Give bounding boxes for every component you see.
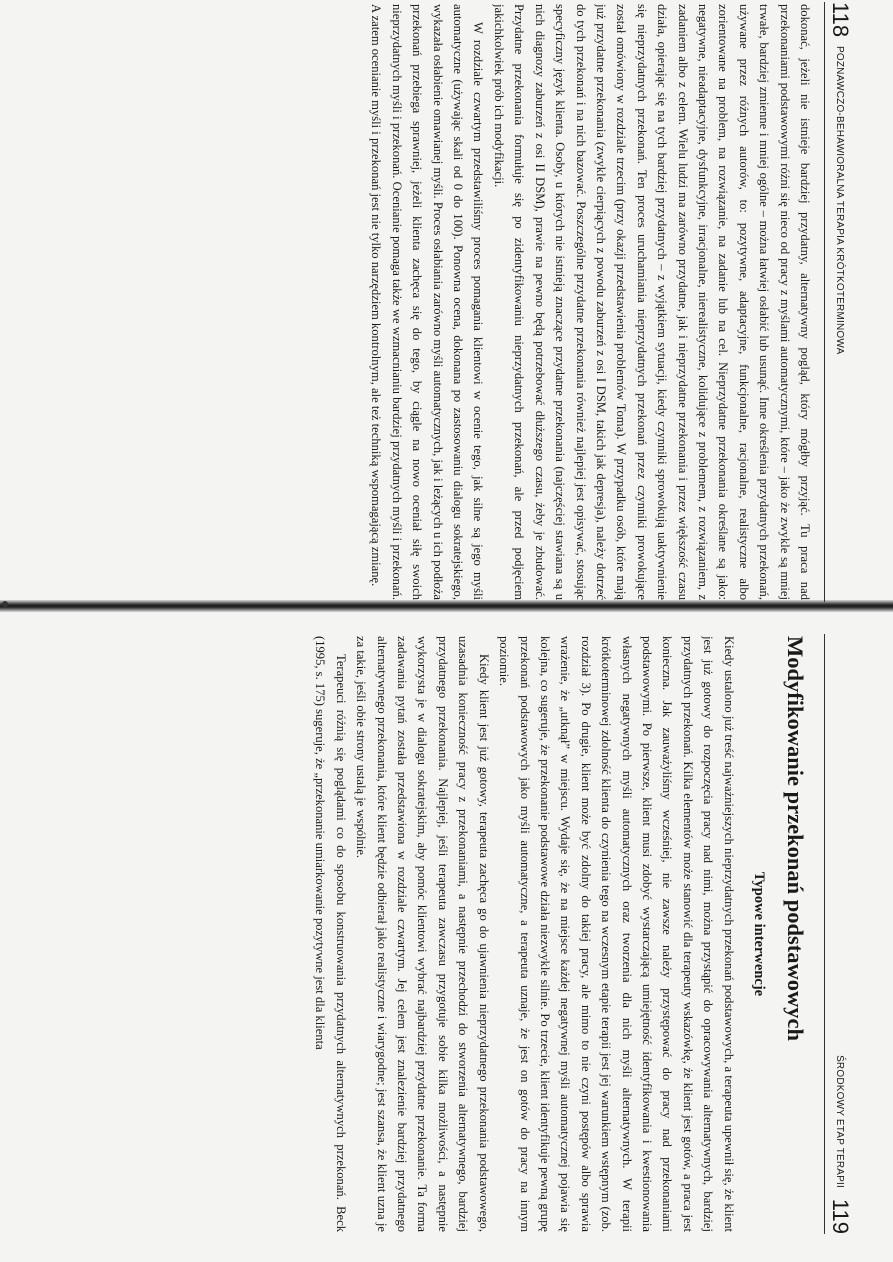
running-head xyxy=(824,634,855,1234)
page-number: 118 xyxy=(828,2,853,38)
running-head-title: ŚRODKOWY ETAP TERAPII xyxy=(834,1055,845,1188)
page-body xyxy=(53,4,815,600)
left-page xyxy=(45,2,855,602)
running-head-title: POZNAWCZO-BEHAWIORALNA TERAPIA KRÓTKOTERMINOWA xyxy=(834,46,845,355)
paragraph: W rozdziale czwartym przedstawiliśmy proces pomagania klientowi w ocenie tego, jak silne są jego myśli automatyczne (używając skali od 0 do 100). Ponowna ocena, dokonana po zastosowaniu dialogu sokratejskiego, wykazała osłabienie omawianej myśli. Proces osłabiania zarówno myśli automatycznych, jak i leżących u ich podłoża przekonań przebiega sprawniej, jeżeli klienta zachęca się do tego, by ciągle na nowo oceniał siłę swoich nieprzydatnych myśli i przekonań. Ocenianie pomaga także we wzmacnianiu bardziej przydatnych myśli i przekonań. A zatem ocenianie myśli i przekonań jest nie tylko narzędziem kontrolnym, ale też techniką wspomagającą zmianę. xyxy=(369,4,486,600)
chapter-title: Modyfikowanie przekonań podstawowych xyxy=(783,636,808,1042)
paragraph: dokonać, jeżeli nie istnieje bardziej przydatny, alternatywny pogląd, który mógłby przyjąć. Tu praca nad przekonaniami podstawowymi różni się nieco od pracy z myślami automatycznymi, które – jako że zwykle są mniej trwałe, bardziej zmienne i mniej ogólne – można łatwiej osłabić lub usunąć. Inne określenia przydatnych przekonań, używane przez różnych autorów, to: pozytywne, adaptacyjne, funkcjonalne, racjonalne, realistyczne albo zorientowane na problem, na rozwiązanie, na zadanie lub na cel. Nieprzydatne przekonania określane są jako: negatywne, nieadaptacyjne, dysfunkcyjne, irracjonalne, nierealistyczne, kolidujące z problemem, z rozwiązaniem, z zadaniem albo z celem. Wielu ludzi ma zarówno przydatne, jak i nieprzydatne przekonania i przez większość czasu działa, opierając się na tych bardziej przydatnych – z wyjątkiem sytuacji, kiedy czynniki sprowokują uaktywnienie się nieprzydatnych przekonań. Ten proces uruchamiania nieprzydatnych przekonań przez czynniki prowokujące został omówiony w rozdziale trzecim (przy okazji przedstawienia problemów Toma). W przypadku osób, które mają już przydatne przekonania (zwykle cierpiących z powodu zaburzeń z osi I DSM, takich jak depresja), należy dotrzeć do tych przekonań i na nich bazować. Poszczególne przydatne przekonania również najlepiej jest opisywać, stosując specyficzny język klienta. Osoby, u których nie istnieją znaczące przydatne przekonania (najczęściej stawiana są u nich diagnozy zaburzeń z osi II DSM), prawie na pewno będą potrzebować dłuższego czasu, żeby je zbudować. Przydatne przekonania formułuje się po zidentyfikowaniu nieprzydatnych przekonań, ale przed podjęciem jakichkolwiek prób ich modyfikacji. xyxy=(491,4,812,600)
paragraph: Kiedy klient jest już gotowy, terapeuta zachęca go do ujawnienia nieprzydatnego przekonania podstawowego, uzasadnia konieczność pracy z przekonaniami, a następnie przechodzi do stworzenia alternatywnego, bardziej przydatnego przekonania. Najlepiej, jeśli terapeuta zawczasu przygotuje sobie kilka możliwości, a następnie wykorzysta je w dialogu sokratejskim, aby pomóc klientowi wybrać najbardziej przydatne przekonanie. Ta forma zadawania pytań została przedstawiona w rozdziale czwartym. Jej celem jest znalezienie bardziej przydatnego alternatywnego przekonania, które klient będzie odbierał jako realistyczne i wiarygodne; jest szansa, że klient uzna je za takie, jeśli obie strony ustalą je wspólnie. xyxy=(354,636,491,1232)
scan-speck xyxy=(2,601,8,607)
paragraph: Kiedy ustalono już treść najważniejszych nieprzydatnych przekonań podstawowych, a terapeuta upewnił się, że klient jest już gotowy do rozpoczęcia pracy nad nimi, można przystąpić do opracowywania alternatywnych, bardziej przydatnych przekonań. Kilka elementów może stanowić dla terapeuty wskazówkę, że klient jest gotów, a praca jest konieczna. Jak zauważyliśmy wcześniej, nie zawsze należy przystępować do pracy nad przekonaniami podstawowymi. Po pierwsze, klient musi zdobyć wystarczającą umiejętność identyfikowania i kwestionowania własnych negatywnych myśli automatycznych oraz tworzenia dla nich myśli alternatywnych. W terapii krótkoterminowej zdolność klienta do czynienia tego na wczesnym etapie terapii jest jej warunkiem wstępnym (zob. rozdział 3). Po drugie, klient może być zdolny do takiej pracy, ale mimo to nie czyni postępów albo sprawia wrażenie, że „utknął” w miejscu. Wydaje się, że na miejsce każdej negatywnej myśli automatycznej pojawia się kolejna, co sugeruje, że przekonanie podstawowe działa niezwykle silnie. Po trzecie, klient identyfikuje pewną grupę przekonań podstawowych jako myśli automatyczne, a terapeuta uznaje, że jest on gotów do pracy na innym poziomie. xyxy=(497,636,736,1232)
page-body xyxy=(53,636,815,1232)
section-title: Typowe interwencje xyxy=(751,871,767,997)
running-head xyxy=(824,2,855,602)
page-number: 119 xyxy=(828,1198,853,1234)
paragraph: Terapeuci różnią się poglądami co do sposobu konstruowania przydatnych alternatywnych przekonań. Beck (1995, s. 175) sugeruje, że „przekonanie umiarkowanie pozytywne jest dla klienta xyxy=(313,636,348,1232)
right-page xyxy=(45,634,855,1234)
